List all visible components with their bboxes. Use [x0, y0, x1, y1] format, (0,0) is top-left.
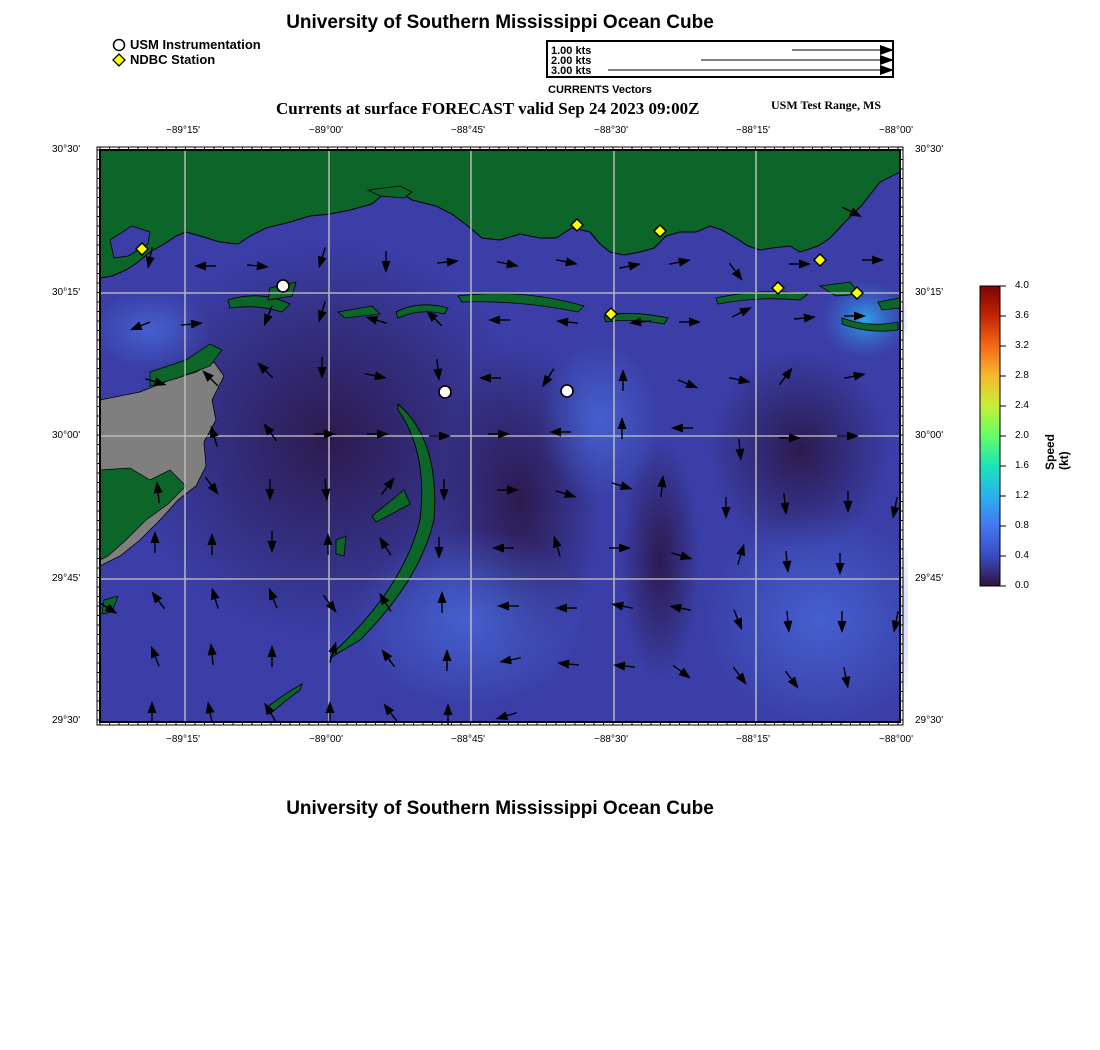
colorbar-tick: 2.0 [1015, 430, 1029, 441]
legend-ndbc-label: NDBC Station [130, 52, 216, 67]
forecast-subtitle: Currents at surface FORECAST valid Sep 24 2023 09:00Z [276, 99, 700, 118]
lon-tick-bottom: −89°00' [309, 734, 343, 745]
vector-scale-box [546, 40, 894, 78]
water-patch-bright [540, 340, 660, 500]
colorbar-tick: 1.6 [1015, 460, 1029, 471]
range-label: USM Test Range, MS [771, 98, 882, 112]
lon-tick-top: −88°45' [451, 125, 485, 136]
legend-usm-label: USM Instrumentation [130, 37, 261, 52]
lat-tick-right: 29°45' [915, 573, 944, 584]
lon-tick-top: −88°15' [736, 125, 770, 136]
colorbar-tick: 0.8 [1015, 520, 1029, 531]
lon-tick-bottom: −89°15' [166, 734, 200, 745]
lat-tick-right: 29°30' [915, 715, 944, 726]
ndbc-station-icon [112, 53, 126, 67]
scale-label-1: 1.00 kts [551, 45, 592, 57]
lon-tick-bottom: −88°15' [736, 734, 770, 745]
map-canvas[interactable] [96, 146, 908, 726]
barrier-island [336, 536, 346, 556]
vectors-caption: CURRENTS Vectors [548, 84, 652, 96]
colorbar-tick: 2.8 [1015, 370, 1029, 381]
colorbar-axis-label: Speed (kt) [1043, 433, 1071, 470]
lat-tick-right: 30°00' [915, 430, 944, 441]
lat-tick-left: 30°00' [52, 430, 81, 441]
colorbar-tick: 0.0 [1015, 580, 1029, 591]
water-patch-bright [350, 530, 590, 710]
lon-tick-top: −89°00' [309, 125, 343, 136]
lat-tick-left: 30°15' [52, 287, 81, 298]
lon-tick-bottom: −88°30' [594, 734, 628, 745]
scale-label-2: 2.00 kts [551, 55, 592, 67]
colorbar-tick: 3.2 [1015, 340, 1029, 351]
lon-tick-top: −88°00' [879, 125, 913, 136]
lon-tick-top: −89°15' [166, 125, 200, 136]
lon-tick-bottom: −88°45' [451, 734, 485, 745]
usm-instrument-marker[interactable] [439, 386, 451, 398]
colorbar-tick: 4.0 [1015, 280, 1029, 291]
bottom-title: University of Southern Mississippi Ocean Cube [286, 798, 714, 819]
colorbar-tick: 1.2 [1015, 490, 1029, 501]
lat-tick-right: 30°30' [915, 144, 944, 155]
lat-tick-left: 29°30' [52, 715, 81, 726]
colorbar-tick: 3.6 [1015, 310, 1029, 321]
usm-instrument-icon [112, 38, 126, 52]
lat-tick-left: 30°30' [52, 144, 81, 155]
usm-instrument-marker[interactable] [277, 280, 289, 292]
scale-label-3: 3.00 kts [551, 65, 592, 77]
lat-tick-right: 30°15' [915, 287, 944, 298]
scale-arrows [548, 42, 892, 76]
map-title: University of Southern Mississippi Ocean Cube [286, 12, 714, 33]
lat-tick-left: 29°45' [52, 573, 81, 584]
colorbar-tick: 0.4 [1015, 550, 1029, 561]
colorbar-tick: 2.4 [1015, 400, 1029, 411]
legend-ndbc [112, 52, 215, 67]
usm-instrument-marker[interactable] [561, 385, 573, 397]
lon-tick-top: −88°30' [594, 125, 628, 136]
lon-tick-bottom: −88°00' [879, 734, 913, 745]
legend-usm [112, 37, 261, 52]
